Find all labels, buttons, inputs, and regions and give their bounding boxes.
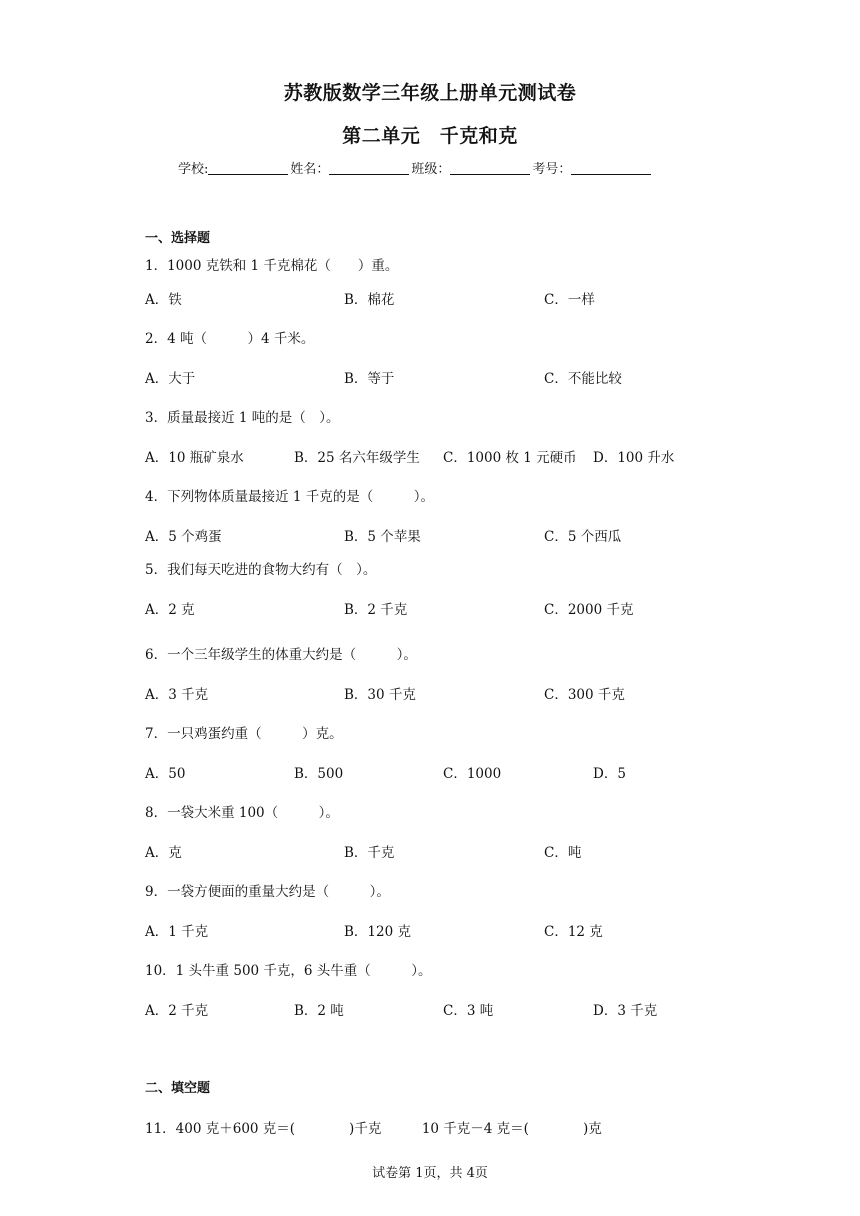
section-heading-choice: 一、选择题 (145, 231, 211, 246)
exam-number-label: 考号： (532, 162, 572, 177)
class-label: 班级： (411, 162, 451, 177)
q2-option-c[interactable]: C．不能比较 (544, 371, 622, 387)
q1-option-a[interactable]: A．铁 (145, 292, 182, 308)
q5-option-a[interactable]: A．2 克 (145, 602, 195, 618)
question-2: 2．4 吨（ ）4 千米。 (145, 331, 315, 347)
q2-option-b[interactable]: B．等于 (344, 371, 395, 387)
q3-option-d[interactable]: D．100 升水 (593, 450, 675, 466)
question-4: 4．下列物体质量最接近 1 千克的是（ ）。 (145, 489, 435, 505)
question-1: 1．1000 克铁和 1 千克棉花（ ）重。 (145, 258, 399, 274)
q10-option-b[interactable]: B．2 吨 (294, 1003, 344, 1019)
q7-option-a[interactable]: A．50 (145, 766, 186, 782)
student-info-line (178, 158, 653, 177)
q6-option-a[interactable]: A．3 千克 (145, 687, 209, 703)
q3-option-a[interactable]: A．10 瓶矿泉水 (145, 450, 244, 466)
exam-number-blank[interactable] (571, 160, 651, 175)
q3-option-c[interactable]: C．1000 枚 1 元硬币 (443, 450, 577, 466)
page-subtitle: 第二单元 千克和克 (342, 125, 518, 147)
q1-option-b[interactable]: B．棉花 (344, 292, 395, 308)
q7-option-d[interactable]: D．5 (593, 766, 626, 782)
question-11: 11．400 克＋600 克＝( )千克 10 千克－4 克＝( )克 (145, 1121, 602, 1137)
question-9: 9．一袋方便面的重量大约是（ ）。 (145, 884, 390, 900)
section-heading-fill: 二、填空题 (145, 1081, 211, 1096)
school-label: 学校: (178, 162, 209, 177)
q9-option-c[interactable]: C．12 克 (544, 924, 603, 940)
q7-option-c[interactable]: C．1000 (443, 766, 502, 782)
question-8: 8．一袋大米重 100（ ）。 (145, 805, 339, 821)
q4-option-c[interactable]: C．5 个西瓜 (544, 529, 622, 545)
question-10: 10．1 头牛重 500 千克，6 头牛重（ ）。 (145, 963, 432, 979)
q9-option-a[interactable]: A．1 千克 (145, 924, 209, 940)
q8-option-c[interactable]: C．吨 (544, 845, 582, 861)
q9-option-b[interactable]: B．120 克 (344, 924, 411, 940)
school-blank[interactable] (208, 160, 288, 175)
question-7: 7．一只鸡蛋约重（ ）克。 (145, 726, 343, 742)
q6-option-b[interactable]: B．30 千克 (344, 687, 416, 703)
q1-option-c[interactable]: C．一样 (544, 292, 595, 308)
page-title: 苏教版数学三年级上册单元测试卷 (283, 82, 577, 104)
class-blank[interactable] (450, 160, 530, 175)
q8-option-b[interactable]: B．千克 (344, 845, 395, 861)
q8-option-a[interactable]: A．克 (145, 845, 182, 861)
name-label: 姓名： (290, 162, 330, 177)
question-6: 6．一个三年级学生的体重大约是（ ）。 (145, 647, 417, 663)
q4-option-a[interactable]: A．5 个鸡蛋 (145, 529, 222, 545)
question-3: 3．质量最接近 1 吨的是（ ）。 (145, 410, 340, 426)
q4-option-b[interactable]: B．5 个苹果 (344, 529, 421, 545)
name-blank[interactable] (329, 160, 409, 175)
q10-option-a[interactable]: A．2 千克 (145, 1003, 209, 1019)
q6-option-c[interactable]: C．300 千克 (544, 687, 625, 703)
q10-option-c[interactable]: C．3 吨 (443, 1003, 494, 1019)
q5-option-b[interactable]: B．2 千克 (344, 602, 408, 618)
q3-option-b[interactable]: B．25 名六年级学生 (294, 450, 420, 466)
page-footer: 试卷第 1页，共 4页 (372, 1166, 488, 1181)
q7-option-b[interactable]: B．500 (294, 766, 344, 782)
question-5: 5．我们每天吃进的食物大约有（ ）。 (145, 562, 377, 578)
q10-option-d[interactable]: D．3 千克 (593, 1003, 658, 1019)
q2-option-a[interactable]: A．大于 (145, 371, 196, 387)
q5-option-c[interactable]: C．2000 千克 (544, 602, 634, 618)
